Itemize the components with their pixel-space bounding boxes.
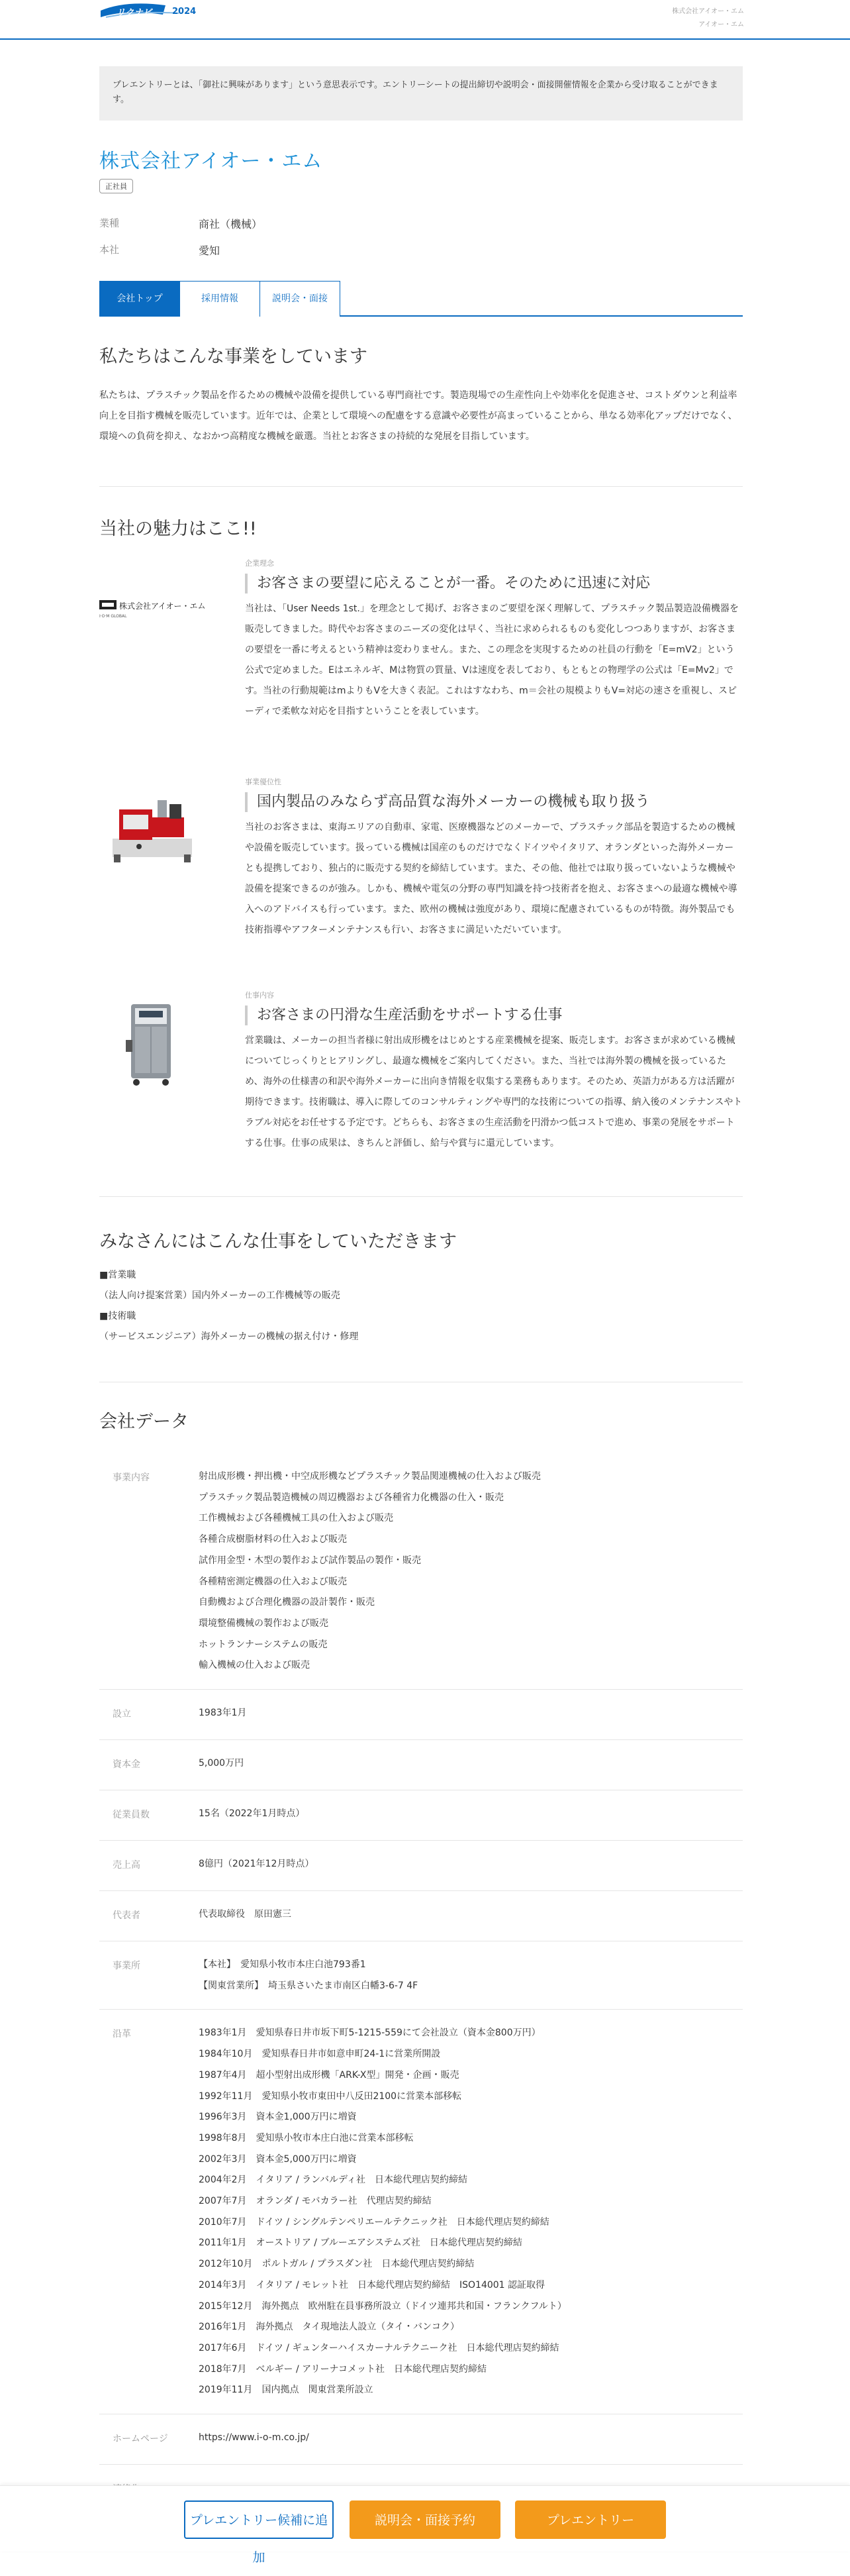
data-row-line: 2014年3月 イタリア / モレット社 日本総代理店契約締結 ISO14001 認証取得: [199, 2279, 545, 2291]
company-name: 株式会社アイオー・エム: [99, 150, 323, 173]
header-company-name: 株式会社アイオー・エム: [672, 8, 744, 15]
data-row-line: 【関東営業所】 埼玉県さいたま市南区白幡3-6-7 4F: [199, 1980, 418, 1991]
data-row-line: 5,000万円: [199, 1758, 244, 1769]
data-row-value: [199, 2428, 735, 2449]
data-row-line: 2002年3月 資本金5,000万円に増資: [199, 2153, 357, 2165]
industry-row: [99, 209, 743, 234]
hq-label: 本社: [99, 244, 120, 256]
site-header: [0, 0, 850, 40]
job-desc-engineer: （サービスエンジニア）海外メーカーの機械の据え付け・修理: [99, 1331, 359, 1342]
pre-entry-notice: プレエントリーとは、「御社に興味があります」という意思表示です。エントリーシートの提出締切や説明会・面接開催情報を企業から受け取ることができます。: [99, 66, 743, 121]
sales-row: [99, 1841, 743, 1891]
data-row-line: 1998年8月 愛知県小牧市本庄白池に営業本部移転: [199, 2132, 414, 2143]
data-row-line: ホットランナーシステムの販売: [199, 1639, 328, 1650]
rikunabi-logo[interactable]: [99, 1, 205, 21]
hq-value: 愛知: [199, 244, 220, 257]
representative-row: [99, 1891, 743, 1941]
charm-body: [245, 990, 743, 1154]
data-row-label: 売上高: [113, 1860, 140, 1871]
data-row-line: 2016年1月 海外拠点 タイ現地法人設立（タイ・バンコク）: [199, 2322, 459, 2333]
company-logo-image: [99, 564, 206, 664]
add-pre-entry-candidate-button[interactable]: プレエントリー候補に追加: [184, 2500, 334, 2539]
charm-heading: お客さまの要望に応えることが一番。そのために迅速に対応: [245, 574, 743, 593]
data-row-line: 1983年1月: [199, 1708, 247, 1718]
data-row-value: [199, 1955, 735, 1996]
charm-item-advantage: [99, 776, 743, 968]
charm-heading: お客さまの円滑な生産活動をサポートする仕事: [245, 1005, 743, 1025]
logo-year: 2024: [172, 7, 197, 17]
data-row-value: [199, 1804, 735, 1825]
charm-body: [245, 558, 743, 722]
data-row-line: 試作用金型・木型の製作および試作製品の製作・販売: [199, 1555, 421, 1566]
charm-item-work: [99, 990, 743, 1182]
data-row-line: 2018年7月 ベルギー / アリーナコメット社 日本総代理店契約締結: [199, 2363, 487, 2375]
data-row-line: 環境整備機械の製作および販売: [199, 1618, 328, 1629]
data-row-line: 15名（2022年1月時点）: [199, 1808, 305, 1819]
job-category-sales: ■営業職: [99, 1270, 136, 1280]
seminar-reservation-button[interactable]: 説明会・面接予約: [350, 2500, 500, 2539]
data-row-line: 2007年7月 オランダ / モバカラー社 代理店契約締結: [199, 2196, 432, 2207]
header-company-short: アイオー・エム: [698, 21, 744, 28]
jobs-title: みなさんにはこんな仕事をしていただきます: [99, 1231, 457, 1252]
data-row-value: [199, 1703, 735, 1724]
data-row-line: 工作機械および各種機械工具の仕入および販売: [199, 1513, 393, 1524]
data-row-value: [199, 2023, 735, 2401]
company-tabs: [99, 281, 743, 317]
logo-company-text: 株式会社アイオー・エム: [119, 601, 206, 611]
tab-seminar-interview[interactable]: 説明会・面接: [260, 281, 340, 317]
data-row-line: 2012年10月 ポルトガル / プラスダン社 日本総代理店契約締結: [199, 2259, 475, 2270]
data-row-line: プラスチック製品製造機械の周辺機器および各種省力化機器の仕入・販売: [199, 1492, 504, 1503]
data-row-line: 2004年2月 イタリア / ランバルディ社 日本総代理店契約締結: [199, 2175, 468, 2186]
employees-row: [99, 1790, 743, 1841]
data-row-line: 8億円（2021年12月時点）: [199, 1859, 314, 1869]
homepage-row: [99, 2414, 743, 2465]
data-row-value: [199, 1904, 735, 1926]
data-row-label: 事業内容: [113, 1472, 150, 1483]
charm-heading: 国内製品のみならず高品質な海外メーカーの機械も取り扱う: [245, 792, 743, 812]
tab-company-top[interactable]: 会社トップ: [99, 281, 180, 317]
data-row-label: 沿革: [113, 2029, 131, 2040]
offices-row: [99, 1941, 743, 2010]
data-row-line: 1992年11月 愛知県小牧市東田中八反田2100に営業本部移転: [199, 2090, 462, 2102]
employment-type-badge: 正社員: [99, 179, 133, 193]
logo-mark: I·O·M GLOBAL: [99, 614, 127, 619]
data-row-label: ホームページ: [113, 2434, 168, 2444]
data-row-line: 輸入機械の仕入および販売: [199, 1660, 310, 1671]
charm-category: 事業優位性: [245, 778, 281, 786]
company-data-table: [99, 1453, 743, 2487]
data-row-label: 資本金: [113, 1759, 140, 1770]
charm-category: 仕事内容: [245, 991, 274, 1000]
divider: [99, 1196, 743, 1197]
homepage-link[interactable]: https://www.i-o-m.co.jp/: [199, 2432, 309, 2443]
business-title: 私たちはこんな事業をしています: [99, 346, 367, 367]
data-row-line: 2017年6月 ドイツ / ギュンターハイスカーナルテクニーク社 日本総代理店契約締結: [199, 2342, 559, 2353]
divider: [99, 486, 743, 487]
company-data-title: 会社データ: [99, 1412, 189, 1432]
bottom-action-bar: [0, 2485, 850, 2565]
business-text: 私たちは、プラスチック製品を作るための機械や設備を提供している専門商社です。製造現場での生産性向上や効率化を促進させ、コストダウンと利益率向上を目指す機械を販売しています。近年では、企業として環境への配慮をする意識や必要性が高まっていることから、単なる効率化アップだけでなく、環境への負荷を抑え、なおかつ高精度な機械を厳選。当社とお客さまの持続的な発展を目指しています。: [99, 390, 737, 442]
data-row-line: 自動機および合理化機器の設計製作・販売: [199, 1597, 375, 1608]
history-row: [99, 2010, 743, 2414]
data-row-value: [199, 1467, 735, 1676]
data-row-label: 従業員数: [113, 1810, 150, 1820]
job-category-engineer: ■技術職: [99, 1311, 136, 1321]
charm-text: 営業職は、メーカーの担当者様に射出成形機をはじめとする産業機械を提案、販売します。お客さまが求めている機械についてじっくりとヒアリングし、最適な機械をご案内してください。また、当社では海外製の機械を扱っているため、海外の仕様書の和訳や海外メーカーに出向き情報を収集する業務もあります。そのため、英語力がある方は活躍が期待できます。技術職は、導入に際してのコンサルティングや専門的な技術についての指導、納入後のメンテナンスやトラブル対応をお任せする予定です。どちらも、お客さまの生産活動を円滑かつ低コストで進め、事業の発展をサポートする仕事。仕事の成果は、きちんと評価し、給与や賞与に還元しています。: [245, 1035, 743, 1149]
tab-recruit-info[interactable]: 採用情報: [179, 281, 260, 317]
business-content-row: [99, 1453, 743, 1690]
data-row-line: 1984年10月 愛知県春日井市如意申町24-1に営業所開設: [199, 2049, 441, 2060]
data-row-label: 代表者: [113, 1910, 140, 1921]
badge-wrap: [99, 179, 743, 193]
charm-body: [245, 776, 743, 941]
data-row-line: 代表取締役 原田憲三: [199, 1909, 291, 1920]
data-row-line: 各種精密測定機器の仕入および販売: [199, 1576, 347, 1587]
data-row-line: 1996年3月 資本金1,000万円に増資: [199, 2112, 357, 2123]
charm-category: 企業理念: [245, 559, 274, 568]
temperature-controller-image: [99, 1000, 202, 1100]
capital-row: [99, 1740, 743, 1790]
data-row-line: 1983年1月 愛知県春日井市坂下町5-1215-559にて会社設立（資本金800万円）: [199, 2028, 541, 2039]
data-row-line: 2019年11月 国内拠点 関東営業所設立: [199, 2385, 373, 2396]
founded-row: [99, 1690, 743, 1740]
jobs-list: [99, 1265, 743, 1347]
hq-row: [99, 236, 743, 261]
charm-text: 当社は、「User Needs 1st.」を理念として掲げ、お客さまのご要望を深く理解して、プラスチック製品製造設備機器を販売してきました。時代やお客さまのニーズの変化は早く、当社に求められるものも変化しつつありますが、お客さまの要望を一番に考えるという精神は変わりません。また、この理念を実現するための社員の行動を「E=mV2」という公式で定めました。Eはエネルギ、Mは物質の質量、Vは速度を表しており、もともとの物理学の公式は「E=Mv2」です。当社の行動規範はmよりもVを大きく表記。これはすなわち、m＝会社の規模よりもV=対応の速さを重視し、スピーディで柔軟な対応を目指すということを表しています。: [245, 603, 739, 717]
industry-value: 商社（機械）: [199, 218, 263, 231]
data-row-line: 2015年12月 海外拠点 欧州駐在員事務所設立（ドイツ連邦共和国・フランクフルト）: [199, 2300, 567, 2312]
logo-text: リクナビ: [117, 8, 152, 18]
charm-text: 当社のお客さまは、東海エリアの自動車、家電、医療機器などのメーカーで、プラスチック部品を製造するための機械や設備を販売しています。扱っている機械は国産のものだけでなくドイツやイタリア、オランダといった海外メーカーとも提携しており、独占的に販売する契約を締結しています。また、その他、他社では取り扱っていないような機械や設備を提案できるのが強み。しかも、機械や電気の分野の専門知識を持つ技術者を抱え、お客さまへの最適な機械や導入へのアドバイスも行っています。また、欧州の機械は強度があり、環境に配慮されているものが特徴。海外製品でも技術指導やアフターメンテナンスも行い、お客さまに満足いただいています。: [245, 822, 737, 935]
data-row-label: 事業所: [113, 1961, 140, 1971]
charm-item-philosophy: [99, 558, 743, 750]
data-row-line: 各種合成樹脂材料の仕入および販売: [199, 1534, 347, 1545]
data-row-value: [199, 1753, 735, 1775]
data-row-label: 設立: [113, 1709, 131, 1720]
industry-label: 業種: [99, 217, 120, 229]
data-row-line: 射出成形機・押出機・中空成形機などプラスチック製品関連機械の仕入および販売: [199, 1471, 541, 1482]
data-row-line: 2011年1月 オーストリア / ブルーエアシステムズ社 日本総代理店契約締結: [199, 2238, 522, 2249]
job-desc-sales: （法人向け提案営業）国内外メーカーの工作機械等の販売: [99, 1290, 340, 1301]
data-row-value: [199, 1854, 735, 1875]
data-row-line: 1987年4月 超小型射出成形機「ARK-X型」開発・企画・販売: [199, 2069, 459, 2081]
data-row-line: 2010年7月 ドイツ / シングルテンペリエールテクニック社 日本総代理店契約締結: [199, 2216, 549, 2228]
pre-entry-button[interactable]: プレエントリー: [515, 2500, 666, 2539]
header-company-info: [672, 5, 744, 32]
injection-machine-image: [99, 786, 202, 885]
data-row-line: 【本社】 愛知県小牧市本庄白池793番1: [199, 1959, 366, 1970]
charm-title: 当社の魅力はここ!!: [99, 519, 257, 539]
